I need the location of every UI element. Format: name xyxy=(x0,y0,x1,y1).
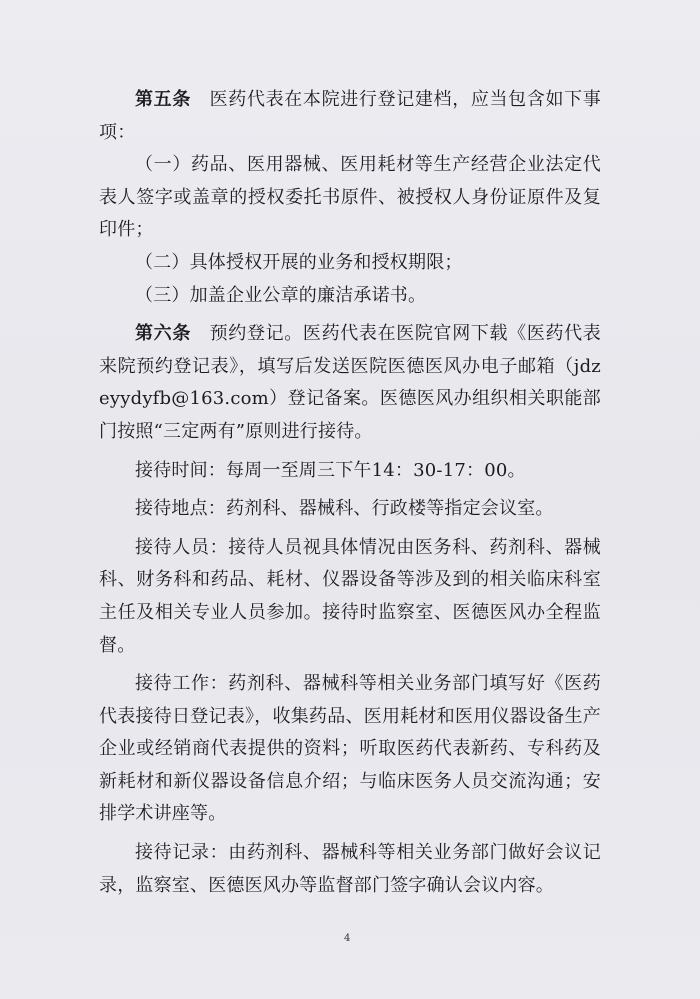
reception-location: 接待地点：药剂科、器械科、行政楼等指定会议室。 xyxy=(135,498,554,520)
article-5-item-3: （三）加盖企业公章的廉洁承诺书。 xyxy=(135,284,427,306)
reception-record: 接待记录：由药剂科、器械科等相关业务部门做好会议记录，监察室、医德医风办等监督部门签字确认会议内容。 xyxy=(99,842,601,896)
article-5-intro: 医药代表在本院进行登记建档，应当包含如下事项： xyxy=(99,89,601,143)
article-5-item-1: （一）药品、医用器械、医用耗材等生产经营企业法定代表人签字或盖章的授权委托书原件、被授权人身份证原件及复印件； xyxy=(99,154,601,241)
reception-staff: 接待人员：接待人员视具体情况由医务科、药剂科、器械科、财务科和药品、耗材、仪器设备等涉及到的相关临床科室主任及相关专业人员参加。接待时监察室、医德医风办全程监督。 xyxy=(99,536,601,656)
reception-time: 接待时间：每周一至周三下午14：30-17：00。 xyxy=(135,459,526,481)
article-6-body: 预约登记。医药代表在医院官网下载《医药代表来院预约登记表》，填写后发送医院医德医风办电子邮箱（jdzeyydyfb@163.com）登记备案。医德医风办组织相关职能部门按照“三定两有”原则进行接待。 xyxy=(99,323,601,442)
document-body xyxy=(99,84,601,902)
article-6-heading: 第六条 xyxy=(135,323,191,345)
page-number: 4 xyxy=(344,933,351,944)
article-5-item-2: （二）具体授权开展的业务和授权期限； xyxy=(135,251,463,273)
article-5-heading: 第五条 xyxy=(135,89,191,110)
reception-work: 接待工作：药剂科、器械科等相关业务部门填写好《医药代表接待日登记表》，收集药品、医用耗材和医用仪器设备生产企业或经销商代表提供的资料；听取医药代表新药、专科药及新耗材和新仪器设备信息介绍；与临床医务人员交流沟通；安排学术讲座等。 xyxy=(99,673,601,825)
article-5-paragraph xyxy=(99,84,601,149)
article-6-paragraph xyxy=(99,318,601,448)
